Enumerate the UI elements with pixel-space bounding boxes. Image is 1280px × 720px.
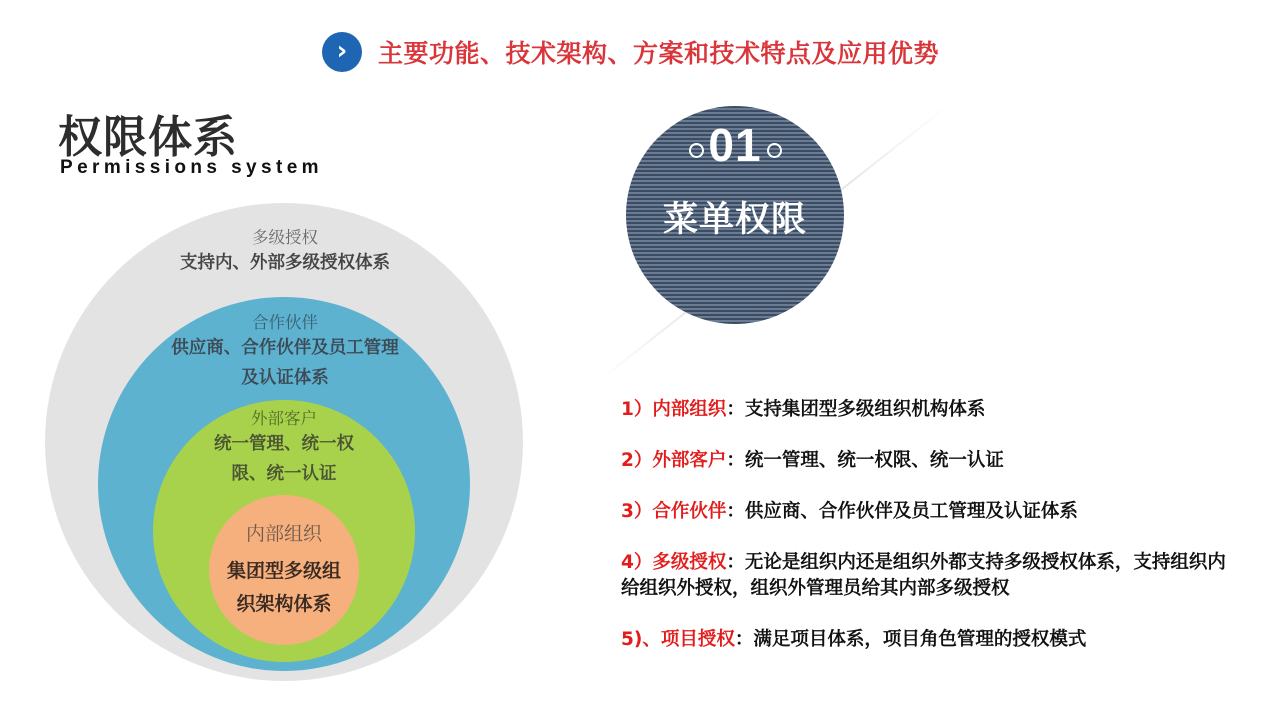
badge-number: 01	[708, 119, 762, 171]
outer-circle-label: 多级授权	[252, 228, 318, 247]
chevron-right-icon: ›	[322, 32, 362, 72]
outer-circle-desc: 支持内、外部多级授权体系	[180, 253, 390, 273]
section-subtitle: Permissions system	[60, 157, 323, 178]
feature-list	[621, 397, 1241, 678]
item-key: 2）外部客户	[621, 450, 727, 471]
item-key: 1）内部组织	[621, 399, 727, 420]
second-circle-desc-1: 供应商、合作伙伴及员工管理	[171, 338, 399, 358]
third-circle-desc-2: 限、统一认证	[231, 464, 337, 484]
third-circle-label: 外部客户	[251, 409, 317, 428]
inner-circle-desc-1: 集团型多级组	[226, 560, 341, 582]
item-text: ：满足项目体系，项目角色管理的授权模式	[734, 629, 1087, 650]
item-text: ：支持集团型多级组织机构体系	[726, 399, 986, 420]
feature-badge	[626, 106, 844, 324]
third-circle-desc-1: 统一管理、统一权	[214, 434, 354, 454]
item-text: ：无论是组织内还是组织外都支持多级授权体系，支持组织内给组织外授权，组织外管理员给其内部多级授权	[621, 552, 1226, 599]
item-key: 4）多级授权	[621, 552, 727, 573]
list-item	[621, 448, 1241, 474]
item-key: 3）合作伙伴	[621, 501, 727, 522]
list-item	[621, 550, 1241, 602]
section-title: 权限体系	[58, 112, 238, 163]
list-item	[621, 627, 1241, 653]
badge-dot-right	[767, 143, 782, 158]
inner-circle-desc-2: 织架构体系	[236, 593, 332, 615]
item-key: 5)、项目授权	[621, 629, 735, 650]
list-item	[621, 499, 1241, 525]
badge-title: 菜单权限	[662, 200, 807, 240]
second-circle-label: 合作伙伴	[252, 313, 318, 332]
second-circle-desc-2: 及认证体系	[241, 368, 329, 388]
inner-circle-label: 内部组织	[245, 523, 322, 545]
list-item	[621, 397, 1241, 423]
slide-title: 主要功能、技术架构、方案和技术特点及应用优势	[378, 39, 940, 68]
item-text: ：统一管理、统一权限、统一认证	[726, 450, 1004, 471]
item-text: ：供应商、合作伙伴及员工管理及认证体系	[726, 501, 1078, 522]
